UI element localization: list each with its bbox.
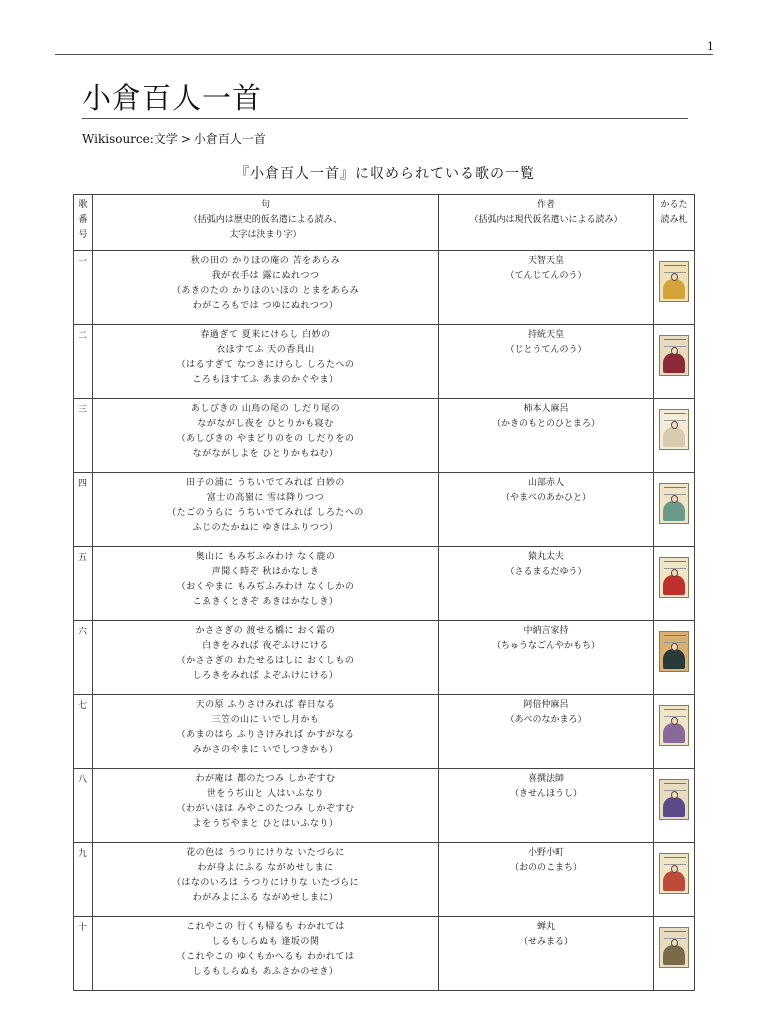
verse-line: （たごのうらに うちいでてみれば しろたへの — [167, 508, 364, 518]
table-row — [74, 695, 695, 769]
karuta-poet-robe — [663, 501, 685, 521]
karuta-poem-script — [664, 635, 686, 643]
karuta-poet-robe — [663, 871, 685, 891]
karuta-card-image[interactable] — [659, 853, 689, 894]
poem-author — [439, 473, 654, 547]
verse-line: わが身よにふる ながめせしまに — [197, 863, 334, 873]
verse-line: わが庵は 都のたつみ しかぞすむ — [195, 774, 336, 784]
karuta-cell — [654, 695, 695, 769]
poem-verse — [93, 843, 439, 917]
karuta-card-image[interactable] — [659, 261, 689, 302]
header-card-line: 読み札 — [660, 215, 688, 225]
verse-line: 声聞く時ぞ 秋はかなしき — [211, 567, 320, 577]
karuta-poet-robe — [663, 427, 685, 447]
karuta-poet-robe — [663, 797, 685, 817]
poem-number: 二 — [74, 325, 93, 399]
poem-number: 三 — [74, 399, 93, 473]
poem-author — [439, 621, 654, 695]
poem-verse — [93, 769, 439, 843]
poem-verse — [93, 547, 439, 621]
header-author — [439, 195, 654, 251]
author-name: 猿丸太夫 — [527, 552, 564, 562]
poem-number: 六 — [74, 621, 93, 695]
page-number: 1 — [707, 40, 714, 53]
author-reading: （やまべのあかひと） — [500, 493, 591, 503]
verse-line: 我が衣手は 露にぬれつつ — [211, 271, 320, 281]
header-verse-line: 句 — [260, 200, 270, 210]
poem-verse — [93, 621, 439, 695]
karuta-poet-robe — [663, 279, 685, 299]
poem-number: 四 — [74, 473, 93, 547]
poem-author — [439, 769, 654, 843]
karuta-poet-robe — [663, 723, 685, 743]
author-reading: （てんじてんのう） — [505, 271, 587, 281]
verse-line: ふじのたかねに ゆきはふりつつ） — [192, 523, 339, 533]
header-verse — [93, 195, 439, 251]
karuta-poet-face — [671, 347, 678, 355]
karuta-poet-face — [671, 939, 678, 947]
karuta-poet-face — [671, 495, 678, 503]
karuta-cell — [654, 473, 695, 547]
breadcrumb-separator: > — [180, 132, 191, 146]
verse-line: 天の原 ふりさけみれば 春日なる — [195, 700, 336, 710]
header-author-line: 作者 — [536, 200, 555, 210]
karuta-poet-face — [671, 865, 678, 873]
header-verse-line: 太字は決まり字） — [229, 230, 302, 240]
verse-line: 三笠の山に いでし月かも — [211, 715, 320, 725]
table-row — [74, 251, 695, 325]
karuta-cell — [654, 251, 695, 325]
poem-number: 五 — [74, 547, 93, 621]
verse-line: わがみよにふる ながめせしまに） — [192, 893, 339, 903]
poem-author — [439, 399, 654, 473]
karuta-poet-face — [671, 643, 678, 651]
verse-line: （これやこの ゆくもかへるも わかれては — [176, 952, 355, 962]
verse-line: ながながしよを ひとりかもねむ） — [192, 449, 339, 459]
poem-author — [439, 325, 654, 399]
author-name: 山部赤人 — [527, 478, 564, 488]
header-card-line: かるた — [660, 200, 688, 210]
table-row — [74, 547, 695, 621]
karuta-cell — [654, 547, 695, 621]
verse-line: 田子の浦に うちいでてみれば 白妙の — [186, 478, 345, 488]
author-reading: （きせんほうし） — [509, 789, 582, 799]
author-name: 天智天皇 — [527, 256, 564, 266]
poem-verse — [93, 917, 439, 991]
verse-line: 白きをみれば 夜ぞふけにける — [202, 641, 329, 651]
karuta-poem-script — [664, 931, 686, 939]
verse-line: （あきのたの かりほのいほの とまをあらみ — [171, 286, 360, 296]
karuta-poet-robe — [663, 649, 685, 669]
verse-line: （わがいほは みやこのたつみ しかぞすむ — [176, 804, 355, 814]
header-number-line: 番 — [78, 215, 88, 225]
karuta-poet-robe — [663, 575, 685, 595]
poem-author — [439, 547, 654, 621]
verse-line: かささぎの 渡せる橋に おく霜の — [195, 626, 336, 636]
author-name: 阿倍仲麻呂 — [523, 700, 569, 710]
karuta-poem-script — [664, 783, 686, 791]
author-name: 中納言家持 — [523, 626, 569, 636]
header-number-line: 号 — [78, 230, 88, 240]
verse-line: ころもほすてふ あまのかぐやま） — [192, 375, 339, 385]
verse-line: みかさのやまに いでしつきかも） — [192, 745, 339, 755]
table-row — [74, 325, 695, 399]
karuta-poem-script — [664, 487, 686, 495]
header-rule — [55, 54, 713, 55]
poem-verse — [93, 399, 439, 473]
author-reading: （ちゅうなごんやかもち） — [491, 641, 600, 651]
verse-line: （かささぎの わたせるはしに おくしもの — [176, 656, 355, 666]
header-card — [654, 195, 695, 251]
karuta-poem-script — [664, 561, 686, 569]
karuta-poet-face — [671, 717, 678, 725]
karuta-poem-script — [664, 265, 686, 273]
table-row — [74, 843, 695, 917]
verse-line: しるもしらぬも 逢坂の関 — [211, 937, 320, 947]
author-reading: （せみまる） — [518, 937, 573, 947]
author-reading: （かきのもとのひとまろ） — [491, 419, 600, 429]
karuta-cell — [654, 843, 695, 917]
poem-number: 十 — [74, 917, 93, 991]
author-reading: （おののこまち） — [509, 863, 582, 873]
verse-line: （おくやまに もみぢふみわけ なくしかの — [176, 582, 355, 592]
poem-table — [73, 194, 695, 991]
poem-author — [439, 917, 654, 991]
karuta-card-image[interactable] — [659, 927, 689, 968]
author-name: 柿本人麻呂 — [523, 404, 569, 414]
karuta-card-image[interactable] — [659, 409, 689, 450]
verse-line: 奥山に もみぢふみわけ なく鹿の — [195, 552, 336, 562]
poem-verse — [93, 695, 439, 769]
verse-line: 春過ぎて 夏来にけらし 白妙の — [200, 330, 331, 340]
breadcrumb-current: 小倉百人一首 — [193, 132, 266, 146]
breadcrumb-source: Wikisource: — [82, 132, 154, 146]
karuta-poet-robe — [663, 353, 685, 373]
table-row — [74, 769, 695, 843]
poem-verse — [93, 251, 439, 325]
table-row — [74, 399, 695, 473]
karuta-poem-script — [664, 709, 686, 717]
karuta-card-image[interactable] — [659, 335, 689, 376]
karuta-card-image[interactable] — [659, 557, 689, 598]
karuta-cell — [654, 325, 695, 399]
title-divider — [82, 118, 688, 119]
verse-line: しろきをみれば よぞふけにける） — [192, 671, 339, 681]
verse-line: こゑきくときぞ あきはかなしき） — [192, 597, 339, 607]
table-row — [74, 917, 695, 991]
header-number — [74, 195, 93, 251]
karuta-poet-face — [671, 421, 678, 429]
table-row — [74, 621, 695, 695]
author-name: 蝉丸 — [536, 922, 555, 932]
verse-line: しるもしらぬも あふさかのせき） — [192, 967, 339, 977]
breadcrumb-category-link[interactable]: 文学 — [153, 132, 178, 146]
karuta-card-image[interactable] — [659, 705, 689, 746]
karuta-card-image[interactable] — [659, 483, 689, 524]
verse-line: これやこの 行くも帰るも わかれては — [186, 922, 345, 932]
verse-line: （あしびきの やまどりのをの しだりをの — [176, 434, 355, 444]
karuta-cell — [654, 917, 695, 991]
karuta-poet-robe — [663, 945, 685, 965]
verse-line: ながながし夜を ひとりかも寝む — [197, 419, 334, 429]
karuta-card-image[interactable] — [659, 631, 689, 672]
author-name: 持統天皇 — [527, 330, 564, 340]
poem-author — [439, 251, 654, 325]
karuta-cell — [654, 621, 695, 695]
poem-author — [439, 843, 654, 917]
verse-line: よをうぢやまと ひとはいふなり） — [192, 819, 339, 829]
header-number-line: 歌 — [78, 200, 88, 210]
author-reading: （じとうてんのう） — [505, 345, 587, 355]
karuta-poet-face — [671, 273, 678, 281]
karuta-cell — [654, 769, 695, 843]
karuta-poem-script — [664, 339, 686, 347]
poem-number: 一 — [74, 251, 93, 325]
verse-line: 秋の田の かりほの庵の 苫をあらみ — [190, 256, 341, 266]
author-name: 喜撰法師 — [527, 774, 564, 784]
verse-line: 衣ほすてふ 天の香具山 — [216, 345, 315, 355]
karuta-card-image[interactable] — [659, 779, 689, 820]
breadcrumb — [82, 130, 266, 147]
verse-line: （はなのいろは うつりにけりな いたづらに — [171, 878, 360, 888]
poem-verse — [93, 473, 439, 547]
verse-line: 花の色は うつりにけりな いたづらに — [186, 848, 345, 858]
poem-author — [439, 695, 654, 769]
karuta-cell — [654, 399, 695, 473]
verse-line: 富士の高嶺に 雪は降りつつ — [206, 493, 325, 503]
karuta-poem-script — [664, 857, 686, 865]
author-name: 小野小町 — [527, 848, 564, 858]
author-reading: （あべのなかまろ） — [505, 715, 587, 725]
poem-number: 七 — [74, 695, 93, 769]
poem-number: 九 — [74, 843, 93, 917]
karuta-poet-face — [671, 791, 678, 799]
section-heading: 『小倉百人一首』に収められている歌の一覧 — [235, 166, 535, 182]
verse-line: （はるすぎて なつきにけらし しろたへの — [176, 360, 355, 370]
verse-line: あしびきの 山鳥の尾の しだり尾の — [190, 404, 341, 414]
verse-line: 世をうぢ山と 人はいふなり — [206, 789, 325, 799]
poem-verse — [93, 325, 439, 399]
verse-line: （あまのはら ふりさけみれば かすがなる — [176, 730, 355, 740]
page-title: 小倉百人一首 — [82, 81, 263, 115]
header-verse-line: （括弧内は歴史的仮名遣による読み、 — [188, 215, 343, 225]
header-author-line: （括弧内は現代仮名遣いによる読み） — [469, 215, 623, 225]
karuta-poet-face — [671, 569, 678, 577]
verse-line: わがころもでは つゆにぬれつつ） — [192, 301, 339, 311]
author-reading: （さるまるだゆう） — [505, 567, 587, 577]
table-header-row — [74, 195, 695, 251]
poem-number: 八 — [74, 769, 93, 843]
table-row — [74, 473, 695, 547]
karuta-poem-script — [664, 413, 686, 421]
